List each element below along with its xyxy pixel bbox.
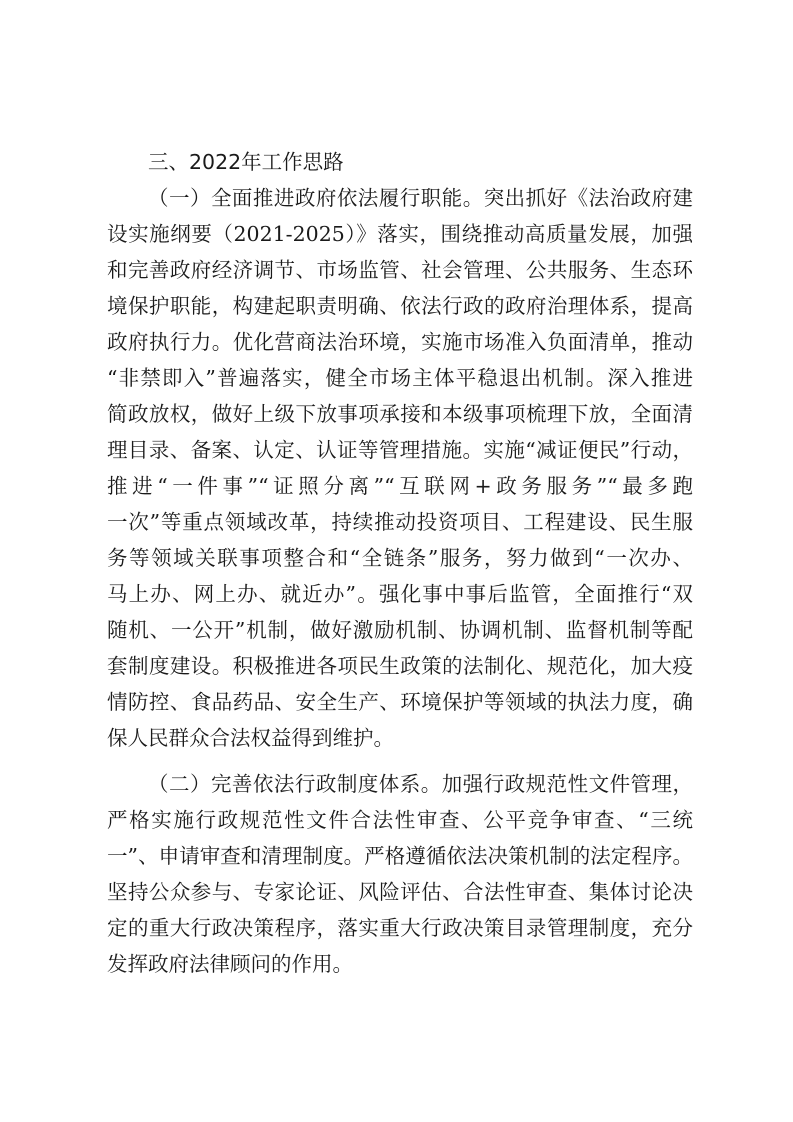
paragraph-line: 设实施纲要（2021-2025）》落实，围绕推动高质量发展，加强 (107, 222, 693, 246)
paragraph-line (148, 181, 693, 215)
paragraph-line: 境保护职能，构建起职责明确、依法行政的政府治理体系，提高 (107, 294, 693, 318)
subsection-heading-2: （二）完善依法行政制度体系。 (148, 772, 442, 796)
paragraph-line: 发挥政府法律顾问的作用。 (107, 952, 353, 976)
paragraph-line: 马上办、网上办、就近办”。强化事中事后监管，全面推行“双 (107, 582, 693, 606)
paragraph-line: “非禁即入”普遍落实，健全市场主体平稳退出机制。深入推进 (107, 366, 693, 390)
paragraph-line: 严格实施行政规范性文件合法性审查、公平竞争审查、“三统 (107, 808, 693, 832)
paragraph-line: 随机、一公开”机制，做好激励机制、协调机制、监督机制等配 (107, 618, 693, 642)
paragraph-line: 坚持公众参与、专家论证、风险评估、合法性审查、集体讨论决 (107, 880, 693, 904)
paragraph-line: 简政放权，做好上级下放事项承接和本级事项梳理下放，全面清 (107, 402, 693, 426)
line-text: 突出抓好《法治政府建 (483, 186, 694, 210)
paragraph-line: 情防控、食品药品、安全生产、环境保护等领域的执法力度，确 (107, 690, 693, 714)
paragraph-line: 保人民群众合法权益得到维护。 (107, 726, 394, 750)
paragraph-line: 务等领域关联事项整合和“全链条”服务，努力做到“一次办、 (107, 546, 693, 570)
paragraph-line: 一”、申请审查和清理制度。严格遵循依法决策机制的法定程序。 (107, 844, 693, 868)
subsection-heading-1: （一）全面推进政府依法履行职能。 (148, 186, 484, 210)
paragraph-line: 一次”等重点领域改革，持续推动投资项目、工程建设、民生服 (107, 510, 693, 534)
paragraph-line: 定的重大行政决策程序，落实重大行政决策目录管理制度，充分 (107, 916, 693, 940)
section-heading: 三、2022年工作思路 (148, 150, 344, 174)
paragraph-line (148, 767, 693, 801)
paragraph-line: 推进“一件事”“证照分离”“互联网+政务服务”“最多跑 (107, 474, 693, 498)
line-text: 加强行政规范性文件管理， (441, 772, 694, 796)
paragraph-line: 理目录、备案、认定、认证等管理措施。实施“减证便民”行动， (107, 438, 693, 462)
paragraph-line: 政府执行力。优化营商法治环境，实施市场准入负面清单，推动 (107, 330, 693, 354)
paragraph-line: 套制度建设。积极推进各项民生政策的法制化、规范化，加大疫 (107, 654, 693, 678)
paragraph-line: 和完善政府经济调节、市场监管、社会管理、公共服务、生态环 (107, 258, 693, 282)
